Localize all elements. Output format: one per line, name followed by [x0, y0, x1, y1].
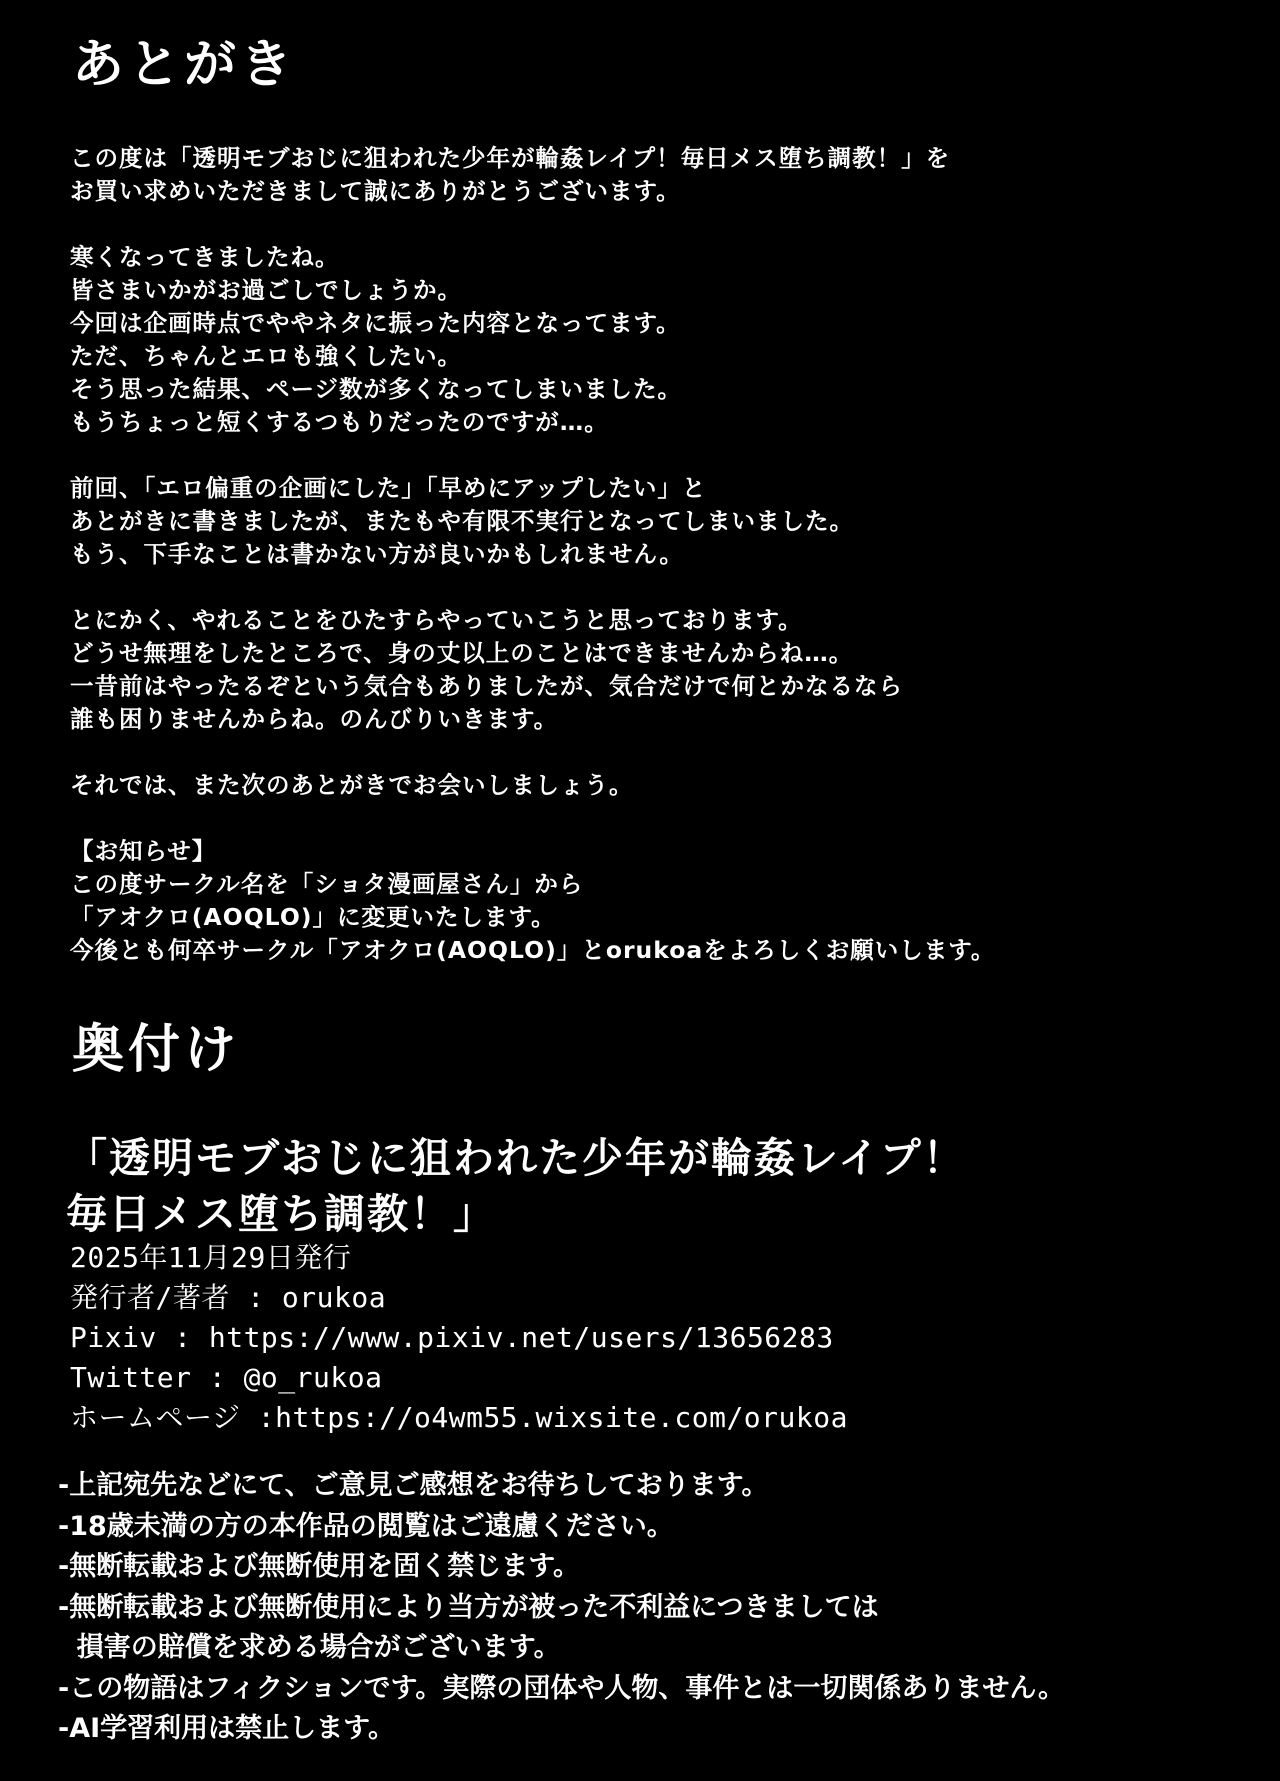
- text-line: 皆さまいかがお過ごしでしょうか。: [70, 276, 462, 304]
- text-line: それでは、また次のあとがきでお会いしましょう。: [70, 771, 634, 799]
- colophon-details: [70, 1238, 848, 1438]
- note-line: 損害の賠償を求める場合がございます。: [58, 1632, 561, 1663]
- pixiv-link: Pixiv : https://www.pixiv.net/users/13656283: [70, 1321, 834, 1354]
- afterword-paragraph: [70, 241, 1250, 439]
- afterword-paragraph: [70, 769, 1250, 802]
- text-line: 今後とも何卒サークル「アオクロ(AOQLO)」とorukoaをよろしくお願いします。: [70, 936, 996, 964]
- afterword-heading: あとがき: [72, 35, 297, 95]
- text-line: ただ、ちゃんとエロも強くしたい。: [70, 342, 462, 370]
- publisher-author: 発行者/著者 : orukoa: [70, 1281, 387, 1314]
- text-line: 誰も困りませんからね。のんびりいきます。: [70, 705, 559, 733]
- text-line: 「アオクロ(AOQLO)」に変更いたします。: [70, 903, 556, 931]
- text-line: どうせ無理をしたところで、身の丈以上のことはできませんからね…。: [70, 639, 854, 667]
- note-line: -18歳未満の方の本作品の閲覧はご遠慮ください。: [58, 1510, 674, 1542]
- homepage-link: ホームページ :https://o4wm55.wixsite.com/orukoa: [70, 1401, 848, 1434]
- legal-notes: [58, 1466, 1065, 1750]
- publish-date: 2025年11月29日発行: [70, 1241, 352, 1274]
- book-title: [66, 1130, 966, 1242]
- book-title-line: 毎日メス堕ち調教！」: [66, 1190, 496, 1238]
- text-line: 前回、「エロ偏重の企画にした」「早めにアップしたい」と: [70, 474, 707, 502]
- note-line: -AI学習利用は禁止します。: [58, 1713, 395, 1744]
- afterword-paragraph: [70, 604, 1250, 736]
- note-line: -上記宛先などにて、ご意見ご感想をお待ちしております。: [58, 1470, 769, 1501]
- text-line: もうちょっと短くするつもりだったのですが…。: [70, 408, 609, 436]
- twitter-handle: Twitter : @o_rukoa: [70, 1361, 383, 1394]
- afterword-paragraph: [70, 472, 1250, 571]
- book-title-line: 「透明モブおじに狙われた少年が輪姦レイプ！: [66, 1134, 966, 1182]
- note-line: -無断転載および無断使用により当方が被った不利益につきましては: [58, 1591, 879, 1623]
- text-line: とにかく、やれることをひたすらやっていこうと思っております。: [70, 606, 803, 634]
- text-line: お買い求めいただきまして誠にありがとうございます。: [70, 177, 681, 205]
- note-line: -無断転載および無断使用を固く禁じます。: [58, 1551, 581, 1582]
- text-line: この度サークル名を「ショタ漫画屋さん」から: [70, 870, 584, 898]
- text-line: 今回は企画時点でややネタに振った内容となってます。: [70, 309, 681, 337]
- text-line: もう、下手なことは書かない方が良いかもしれません。: [70, 540, 684, 568]
- note-line: -この物語はフィクションです。実際の団体や人物、事件とは一切関係ありません。: [58, 1672, 1065, 1704]
- text-line: 一昔前はやったるぞという気合もありましたが、気合だけで何とかなるなら: [70, 672, 903, 700]
- notice-heading: 【お知らせ】: [70, 837, 217, 865]
- afterword-body: [70, 142, 1250, 1000]
- colophon-heading: 奥付け: [72, 1020, 241, 1080]
- text-line: 寒くなってきましたね。: [70, 243, 340, 271]
- text-line: あとがきに書きましたが、またもや有限不実行となってしまいました。: [70, 507, 854, 535]
- text-line: この度は「透明モブおじに狙われた少年が輪姦レイプ！毎日メス堕ち調教！」を: [70, 144, 951, 172]
- text-line: そう思った結果、ページ数が多くなってしまいました。: [70, 375, 683, 403]
- notice-paragraph: [70, 835, 1250, 967]
- afterword-paragraph: [70, 142, 1250, 208]
